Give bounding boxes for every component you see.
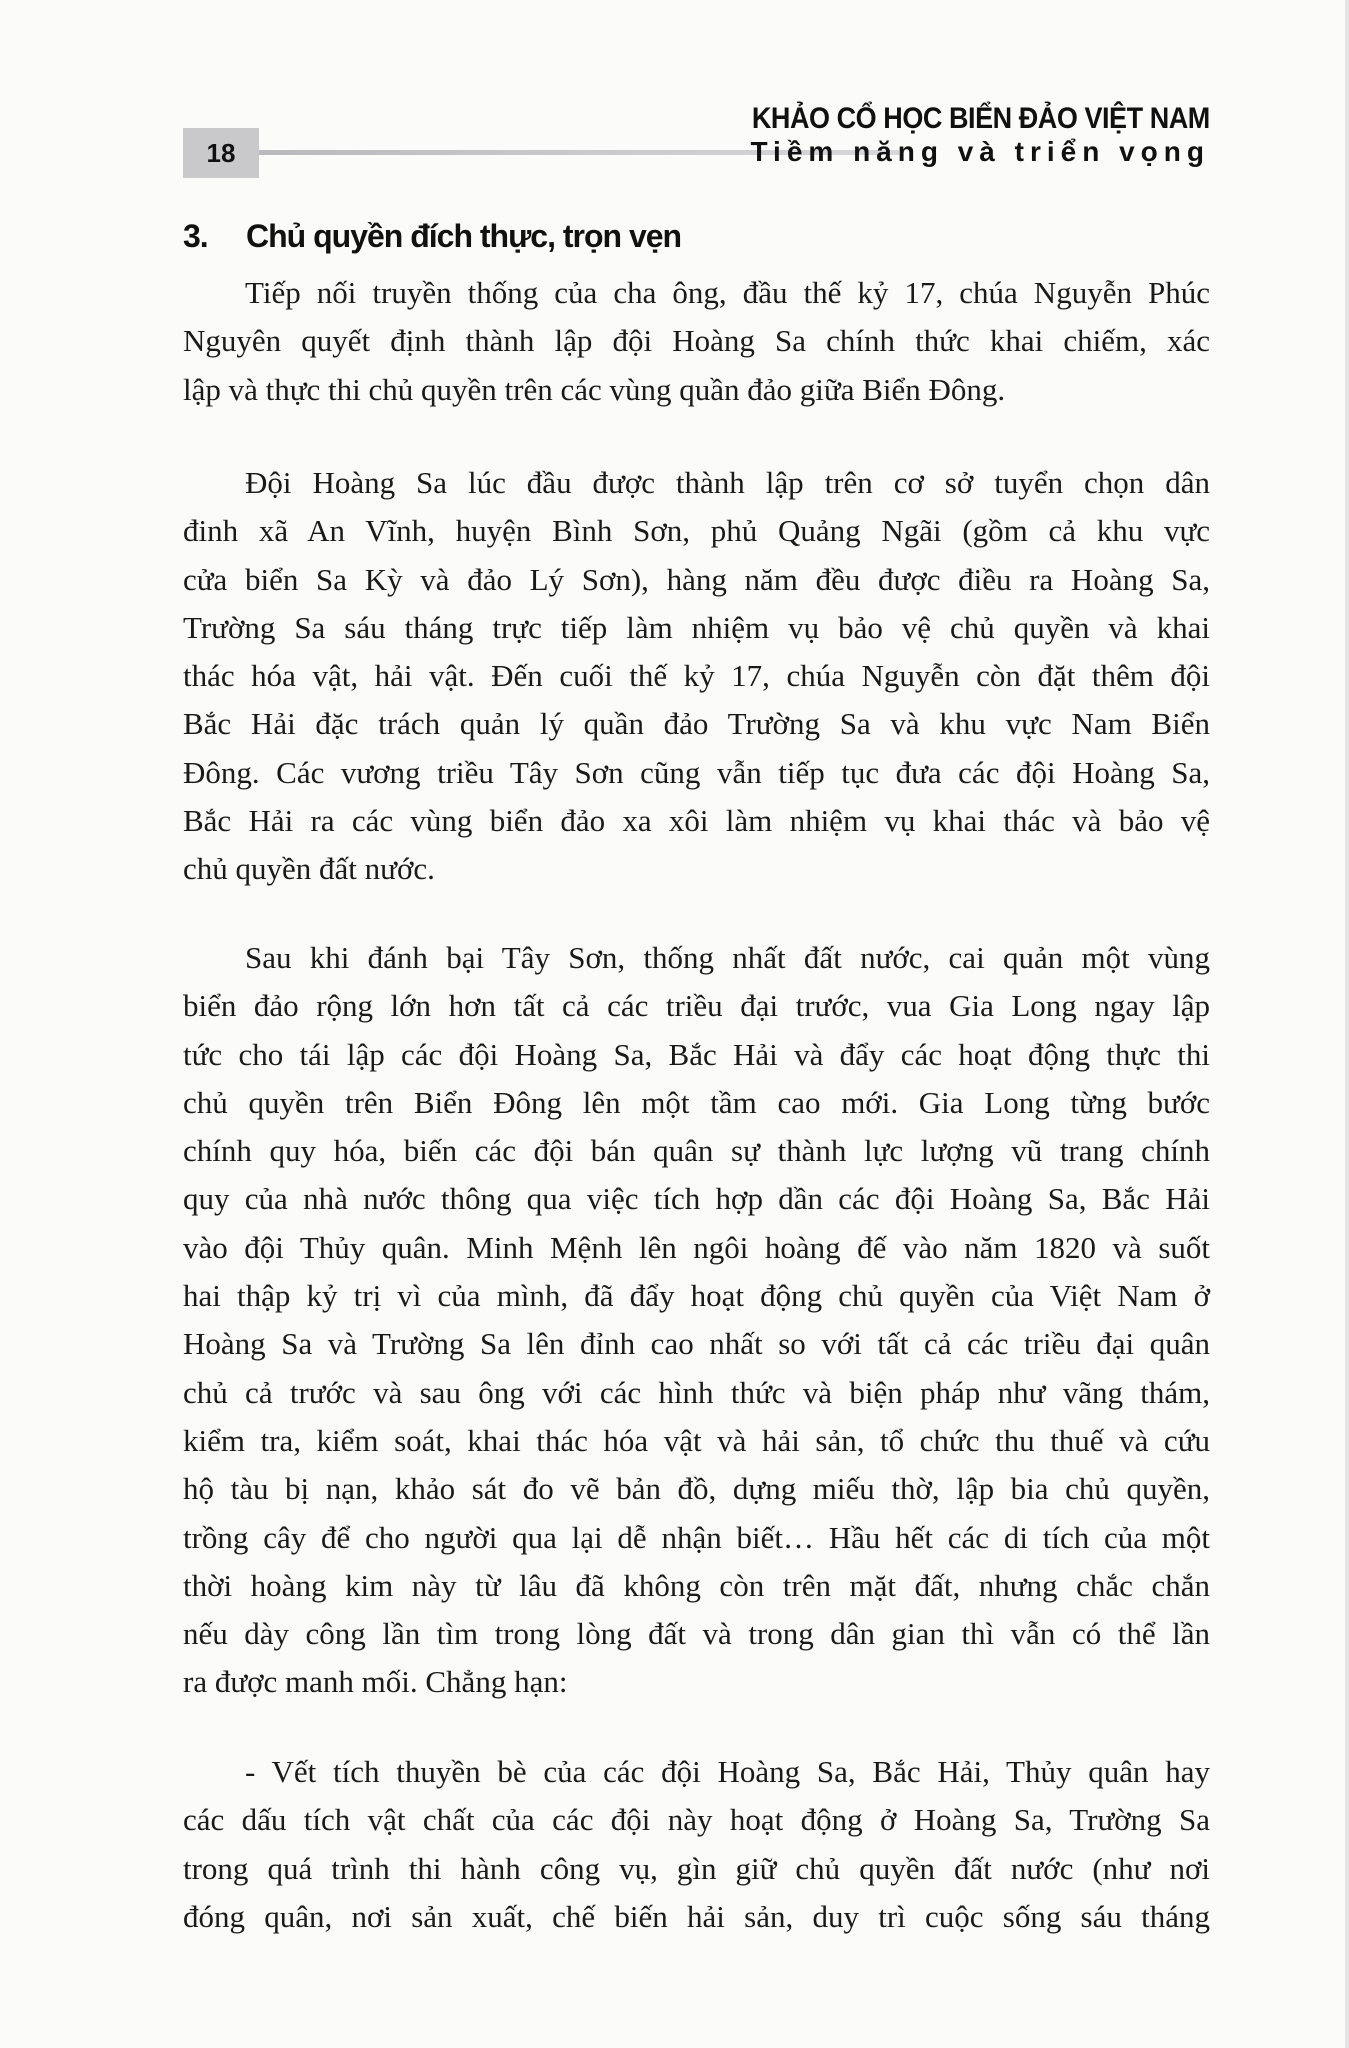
text-line: lập và thực thi chủ quyền trên các vùng quần đảo giữa Biển Đông. bbox=[183, 371, 1006, 407]
text-line: chính quy hóa, biến các đội bán quân sự thành lực lượng vũ trang chính bbox=[183, 1133, 1210, 1169]
text-line: chủ cả trước và sau ông với các hình thức và biện pháp như vãng thám, bbox=[183, 1374, 1210, 1410]
running-header bbox=[701, 102, 1210, 168]
text-line: Sau khi đánh bại Tây Sơn, thống nhất đất nước, cai quản một vùng bbox=[245, 940, 1210, 975]
text-line: chủ quyền đất nước. bbox=[183, 851, 435, 887]
text-line: nếu dày công lần tìm trong lòng đất và trong dân gian thì vẫn có thể lần bbox=[183, 1616, 1210, 1652]
text-line: Bắc Hải đặc trách quản lý quần đảo Trường Sa và khu vực Nam Biển bbox=[183, 706, 1210, 742]
paragraph bbox=[183, 1748, 1210, 1941]
text-line: biển đảo rộng lớn hơn tất cả các triều đại trước, vua Gia Long ngay lập bbox=[183, 988, 1210, 1024]
section-heading bbox=[183, 218, 681, 255]
section-title: Chủ quyền đích thực, trọn vẹn bbox=[246, 218, 682, 254]
text-line: Đông. Các vương triều Tây Sơn cũng vẫn tiếp tục đưa các đội Hoàng Sa, bbox=[183, 754, 1210, 790]
text-line: trồng cây để cho người qua lại dễ nhận biết… Hầu hết các di tích của một bbox=[183, 1519, 1210, 1555]
paragraph bbox=[183, 459, 1210, 894]
text-line: quy của nhà nước thông qua việc tích hợp dần các đội Hoàng Sa, Bắc Hải bbox=[183, 1181, 1210, 1217]
text-line: các dấu tích vật chất của các đội này hoạt động ở Hoàng Sa, Trường Sa bbox=[183, 1802, 1210, 1838]
text-line: thác hóa vật, hải vật. Đến cuối thế kỷ 17, chúa Nguyễn còn đặt thêm đội bbox=[183, 658, 1210, 694]
text-line: ra được manh mối. Chẳng hạn: bbox=[183, 1664, 568, 1700]
text-line: hộ tàu bị nạn, khảo sát đo vẽ bản đồ, dựng miếu thờ, lập bia chủ quyền, bbox=[183, 1471, 1210, 1507]
text-line: kiểm tra, kiểm soát, khai thác hóa vật và hải sản, tổ chức thu thuế và cứu bbox=[183, 1422, 1210, 1458]
text-line: thời hoàng kim này từ lâu đã không còn trên mặt đất, nhưng chắc chắn bbox=[183, 1567, 1210, 1603]
text-line: Nguyên quyết định thành lập đội Hoàng Sa chính thức khai chiếm, xác bbox=[183, 323, 1210, 359]
book-subtitle: Tiềm năng và triển vọng bbox=[750, 136, 1210, 167]
book-title: KHẢO CỔ HỌC BIỂN ĐẢO VIỆT NAM bbox=[752, 102, 1210, 135]
text-line: tức cho tái lập các đội Hoàng Sa, Bắc Hải và đẩy các hoạt động thực thi bbox=[183, 1036, 1210, 1072]
page-edge bbox=[1345, 0, 1349, 2048]
text-line: hai thập kỷ trị vì của mình, đã đẩy hoạt động chủ quyền của Việt Nam ở bbox=[183, 1278, 1210, 1314]
text-line: cửa biển Sa Kỳ và đảo Lý Sơn), hàng năm đều được điều ra Hoàng Sa, bbox=[183, 561, 1210, 597]
text-line: vào đội Thủy quân. Minh Mệnh lên ngôi hoàng đế vào năm 1820 và suốt bbox=[183, 1229, 1210, 1265]
text-line: trong quá trình thi hành công vụ, gìn giữ chủ quyền đất nước (như nơi bbox=[183, 1850, 1210, 1886]
text-line: chủ quyền trên Biển Đông lên một tầm cao mới. Gia Long từng bước bbox=[183, 1084, 1210, 1120]
text-line: Tiếp nối truyền thống của cha ông, đầu thế kỷ 17, chúa Nguyễn Phúc bbox=[245, 275, 1210, 310]
paragraph bbox=[183, 269, 1210, 414]
text-line: đinh xã An Vĩnh, huyện Bình Sơn, phủ Quảng Ngãi (gồm cả khu vực bbox=[183, 513, 1210, 549]
section-number: 3. bbox=[183, 218, 208, 254]
text-line: Hoàng Sa và Trường Sa lên đỉnh cao nhất so với tất cả các triều đại quân bbox=[183, 1326, 1210, 1362]
text-line: đóng quân, nơi sản xuất, chế biến hải sản, duy trì cuộc sống sáu tháng bbox=[183, 1898, 1210, 1934]
text-line: Trường Sa sáu tháng trực tiếp làm nhiệm vụ bảo vệ chủ quyền và khai bbox=[183, 609, 1210, 645]
text-line: Đội Hoàng Sa lúc đầu được thành lập trên cơ sở tuyển chọn dân bbox=[245, 465, 1210, 500]
text-line: - Vết tích thuyền bè của các đội Hoàng Sa, Bắc Hải, Thủy quân hay bbox=[245, 1754, 1210, 1789]
page-number: 18 bbox=[183, 128, 259, 178]
text-line: Bắc Hải ra các vùng biển đảo xa xôi làm nhiệm vụ khai thác và bảo vệ bbox=[183, 803, 1210, 839]
paragraph bbox=[183, 934, 1210, 1707]
